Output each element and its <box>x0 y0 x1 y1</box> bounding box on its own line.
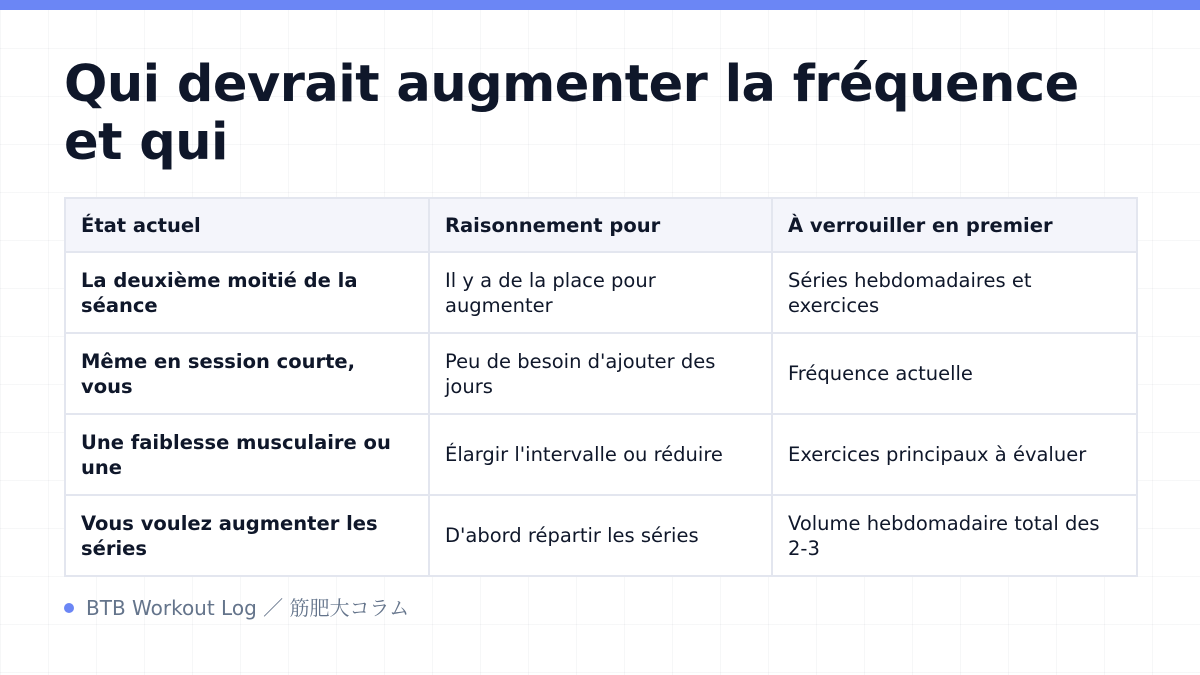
table-row <box>65 333 1137 414</box>
cell-lock-first: Exercices principaux à évaluer <box>772 414 1137 495</box>
cell-current-state: Une faiblesse musculaire ou une <box>65 414 429 495</box>
cell-lock-first: Séries hebdomadaires et exercices <box>772 252 1137 333</box>
footer-source-text: BTB Workout Log ／ 筋肥大コラム <box>86 596 410 620</box>
cell-lock-first: Volume hebdomadaire total des 2-3 <box>772 495 1137 576</box>
header-reasoning: Raisonnement pour <box>429 198 772 252</box>
table-row <box>65 252 1137 333</box>
cell-current-state: La deuxième moitié de la séance <box>65 252 429 333</box>
cell-lock-first: Fréquence actuelle <box>772 333 1137 414</box>
footer <box>64 595 409 621</box>
table-row <box>65 414 1137 495</box>
table-header-row <box>65 198 1137 252</box>
top-accent-bar <box>0 0 1200 10</box>
comparison-table <box>64 197 1138 577</box>
cell-current-state: Même en session courte, vous <box>65 333 429 414</box>
cell-reasoning: Élargir l'intervalle ou réduire <box>429 414 772 495</box>
table-row <box>65 495 1137 576</box>
header-current-state: État actuel <box>65 198 429 252</box>
bullet-dot-icon <box>64 603 74 613</box>
cell-current-state: Vous voulez augmenter les séries <box>65 495 429 576</box>
cell-reasoning: Peu de besoin d'ajouter des jours <box>429 333 772 414</box>
cell-reasoning: Il y a de la place pour augmenter <box>429 252 772 333</box>
slide-title: Qui devrait augmenter la fréquence et qui <box>64 55 1079 172</box>
header-lock-first: À verrouiller en premier <box>772 198 1137 252</box>
comparison-table-container <box>64 197 1136 577</box>
cell-reasoning: D'abord répartir les séries <box>429 495 772 576</box>
